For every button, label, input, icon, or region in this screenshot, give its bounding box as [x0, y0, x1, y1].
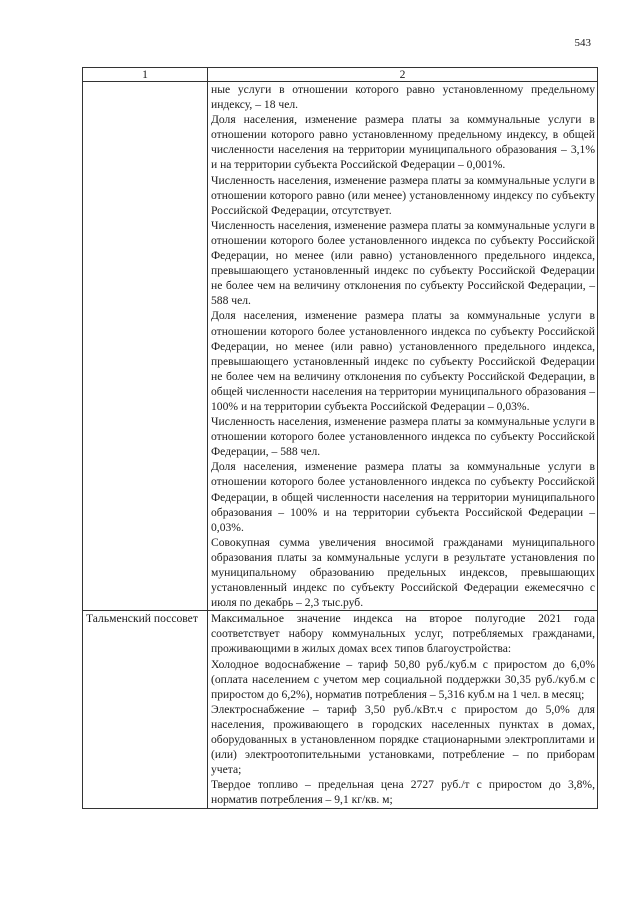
paragraph: Доля населения, изменение размера платы за коммунальные услуги в отношении которого равно установленному предельному индексу, в общей численности населения на территории муниципального образования – 3,1% и на территории субъекта Российской Федерации – 0,001%.: [211, 113, 595, 172]
column-header-1: 1: [83, 68, 208, 82]
paragraph: Доля населения, изменение размера платы за коммунальные услуги в отношении которого более установленного индекса по субъекту Российской Федерации, в общей численности населения на территории муниципального образования – 100% и на территории субъекта Российской Федерации – 0,03%.: [211, 460, 595, 534]
paragraph: Максимальное значение индекса на второе полугодие 2021 года соответствует набору коммунальных услуг, потребляемых гражданами, проживающими в жилых домах всех типов благоустройства:: [211, 612, 595, 656]
row-label: [83, 82, 208, 611]
table-row-talmensky: [83, 611, 598, 808]
paragraph: Холодное водоснабжение – тариф 50,80 руб./куб.м с приростом до 6,0% (оплата населением с учетом мер социальной поддержки 30,35 руб./куб.м с приростом до 6,2%), норматив потребления – 5,316 куб.м на 1 чел. в месяц;: [211, 657, 595, 701]
paragraph: Численность населения, изменение размера платы за коммунальные услуги в отношении которого более установленного индекса по субъекту Российской Федерации, – 588 чел.: [211, 415, 595, 459]
paragraph: ные услуги в отношении которого равно установленному предельному индексу, – 18 чел.: [211, 83, 595, 112]
column-header-2: 2: [208, 68, 598, 82]
page-number: 543: [574, 37, 591, 49]
paragraph: Численность населения, изменение размера платы за коммунальные услуги в отношении которого более установленного индекса по субъекту Российской Федерации, но менее (или равно) установленного предельного индекса, превышающего установленный индекс по субъекту Российской Федерации не более чем на величину отклонения по субъекту Российской Федерации, – 588 чел.: [211, 218, 595, 308]
paragraph: Твердое топливо – предельная цена 2727 руб./т с приростом до 3,8%, норматив потребления – 9,1 кг/кв. м;: [211, 778, 595, 807]
paragraph: Численность населения, изменение размера платы за коммунальные услуги в отношении которого равно (или менее) установленному индексу по субъекту Российской Федерации, отсутствует.: [211, 173, 595, 217]
paragraph: Электроснабжение – тариф 3,50 руб./кВт.ч с приростом до 5,0% для населения, проживающего в городских населенных пунктах в домах, оборудованных в установленном порядке стационарными электроплитами и (или) электроотопительными установками, потребление – по приборам учета;: [211, 702, 595, 777]
row-content: [208, 82, 598, 611]
table-header-row: [83, 68, 598, 82]
row-label: Тальменский поссовет: [83, 611, 208, 808]
document-table: [82, 67, 598, 809]
paragraph: Доля населения, изменение размера платы за коммунальные услуги в отношении которого более установленного индекса по субъекту Российской Федерации, но менее (или равно) установленного предельного индекса, превышающего установленный индекс по субъекту Российской Федерации не более чем на величину отклонения по субъекту Российской Федерации, в общей численности населения на территории муниципального образования – 100% и на территории субъекта Российской Федерации – 0,03%.: [211, 309, 595, 413]
table-row-continuation: [83, 82, 598, 611]
paragraph: Совокупная сумма увеличения вносимой гражданами муниципального образования платы за коммунальные услуги в результате установления по муниципальному образованию предельных индексов, превышающих установленный индекс по субъекту Российской Федерации ежемесячно с июля по декабрь – 2,3 тыс.руб.: [211, 535, 595, 610]
row-content: [208, 611, 598, 808]
